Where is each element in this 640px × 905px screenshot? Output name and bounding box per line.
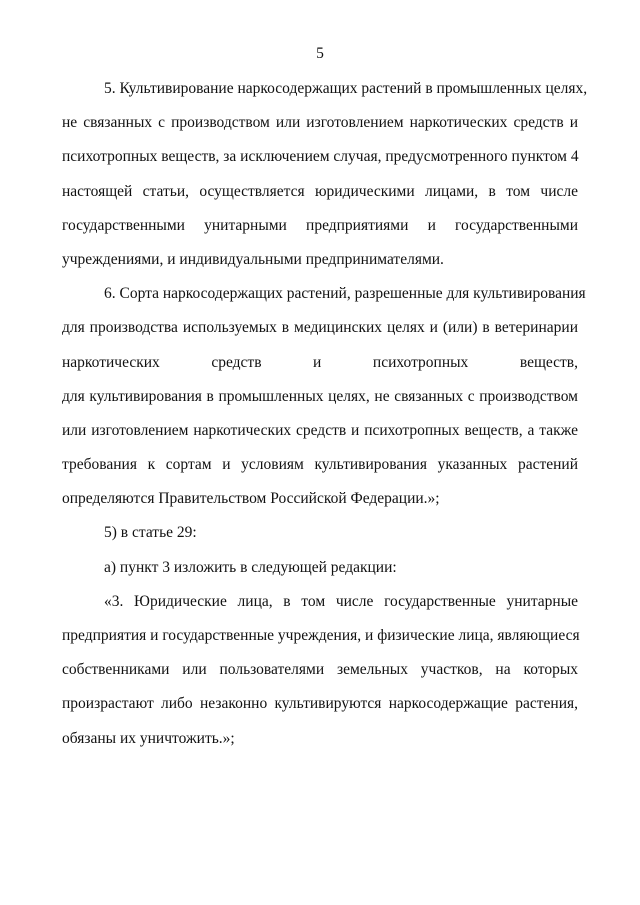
text-line: 6. Сорта наркосодержащих растений, разрешенные для культивирования	[104, 285, 586, 303]
text-line: для производства используемых в медицинских целях и (или) в ветеринарии	[62, 319, 578, 337]
text-line: или изготовлением наркотических средств и психотропных веществ, а также	[62, 421, 578, 439]
text-line: определяются Правительством Российской Федерации.»;	[62, 490, 440, 508]
document-body	[62, 79, 588, 763]
text-line: требования к сортам и условиям культивирования указанных растений	[62, 456, 578, 474]
text-line: государственными унитарными предприятиями и государственными	[62, 216, 578, 234]
text-line: а) пункт 3 изложить в следующей редакции:	[104, 558, 397, 576]
text-line: собственниками или пользователями земельных участков, на которых	[62, 661, 578, 679]
text-line: произрастают либо незаконно культивируются наркосодержащие растения,	[62, 695, 578, 713]
text-line: для культивирования в промышленных целях, не связанных с производством	[62, 387, 578, 405]
text-line: наркотических средств и психотропных веществ,	[62, 353, 578, 371]
text-line: 5) в статье 29:	[104, 524, 197, 542]
text-line: психотропных веществ, за исключением случая, предусмотренного пунктом 4	[62, 148, 579, 166]
text-line: не связанных с производством или изготовлением наркотических средств и	[62, 114, 578, 132]
text-line: «3. Юридические лица, в том числе государственные унитарные	[104, 592, 578, 610]
page-number: 5	[316, 45, 324, 62]
text-line: обязаны их уничтожить.»;	[62, 729, 235, 747]
text-line: настоящей статьи, осуществляется юридическими лицами, в том числе	[62, 182, 578, 200]
text-line: предприятия и государственные учреждения, и физические лица, являющиеся	[62, 627, 580, 644]
text-line: 5. Культивирование наркосодержащих растений в промышленных целях,	[104, 80, 588, 97]
text-line: учреждениями, и индивидуальными предпринимателями.	[62, 250, 444, 268]
